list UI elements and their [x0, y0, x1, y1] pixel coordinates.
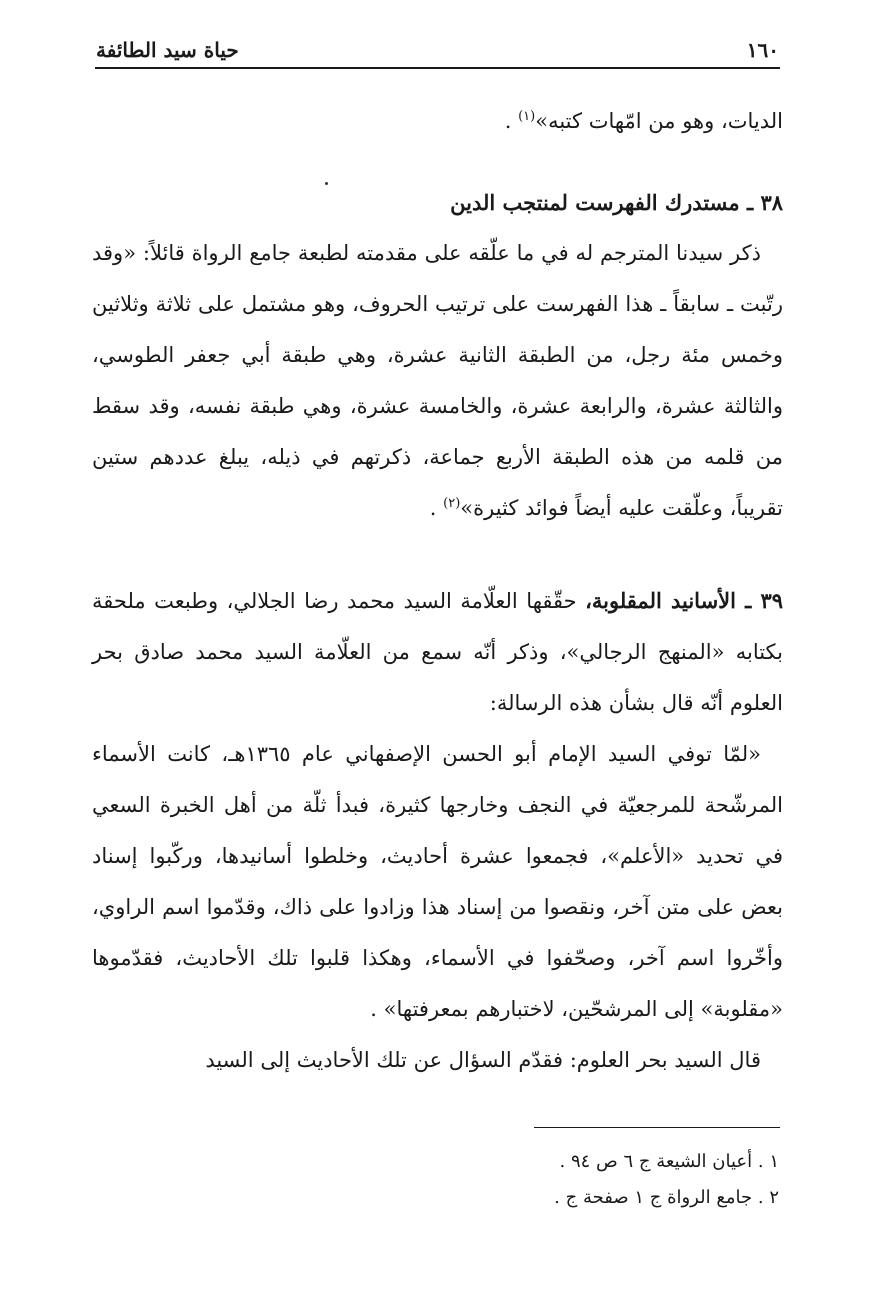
footnote-ref-2: (٢) [443, 496, 461, 511]
page-number: ١٦٠ [746, 38, 779, 62]
header-rule [95, 67, 780, 69]
running-head [96, 34, 779, 66]
quote-paragraph: «لمّا توفي السيد الإمام أبو الحسن الإصفهاني عام ١٣٦٥هـ، كانت الأسماء المرشّحة للمرجعيّة في النجف وخارجها كثيرة، فبدأ ثلّة من أهل الخبرة السعي في تحديد «الأعلم»، فجمعوا عشرة أحاديث، وخلطوا أسانيدها، وركّبوا إسناد بعض على متن آخر، ونقصوا من إسناد هذا وزادوا على ذاك، وقدّموا اسم الراوي، وأخّروا اسم آخر، وصحّفوا في الأسماء، وهكذا قلبوا تلك الأحاديث، فقدّموها «مقلوبة» إلى المرشحّين، لاختبارهم بمعرفتها» . [92, 742, 783, 1021]
body-text [92, 96, 783, 1086]
paragraph-last: قال السيد بحر العلوم: فقدّم السؤال عن تلك الأحاديث إلى السيد [205, 1048, 761, 1072]
book-title: حياة سيد الطائفة [96, 38, 239, 62]
section-heading-39: ٣٩ ـ الأسانيد المقلوبة، [585, 588, 783, 613]
footnote-1: ١ . أعيان الشيعة ج ٦ ص ٩٤ . [559, 1151, 779, 1172]
section-heading-38: ٣٨ ـ مستدرك الفهرست لمنتجب الدين [450, 190, 783, 215]
footnote-rule [534, 1127, 780, 1128]
paragraph-39: ٣٩ ـ الأسانيد المقلوبة، حقّقها العلّامة السيد محمد رضا الجلالي، وطبعت ملحقة بكتابه «المنهج الرجالي»، وذكر أنّه سمع من العلّامة السيد محمد صادق بحر العلوم أنّه قال بشأن هذه الرسالة: [92, 588, 783, 715]
paragraph-continuation: الديات، وهو من امّهات كتبه»$^{(١)}$ . [504, 109, 783, 133]
footnotes [96, 1144, 779, 1216]
footnote-ref-1: (١) [518, 109, 536, 124]
paragraph-38-text: ذكر سيدنا المترجم له في ما علّقه على مقدمته لطبعة جامع الرواة قائلاً: «وقد رتّبت ـ سابقاً ـ هذا الفهرست على ترتيب الحروف، وهو مشتمل على ثلاثة وثلاثين وخمس مئة رجل، من الطبقة الثانية عشرة، وهي طبقة أبي جعفر الطوسي، والثالثة عشرة، والرابعة عشرة، والخامسة عشرة، وهي طبقة نفسه، وقد سقط من قلمه من هذه الطبقة الأربع جماعة، ذكرتهم في ذيله، يبلغ عددهم ستين تقريباً، وعلّقت عليه أيضاً فوائد كثيرة»$^{(٢)}$ . [92, 241, 783, 520]
footnote-2: ٢ . جامع الرواة ج ١ صفحة ج . [554, 1187, 779, 1208]
